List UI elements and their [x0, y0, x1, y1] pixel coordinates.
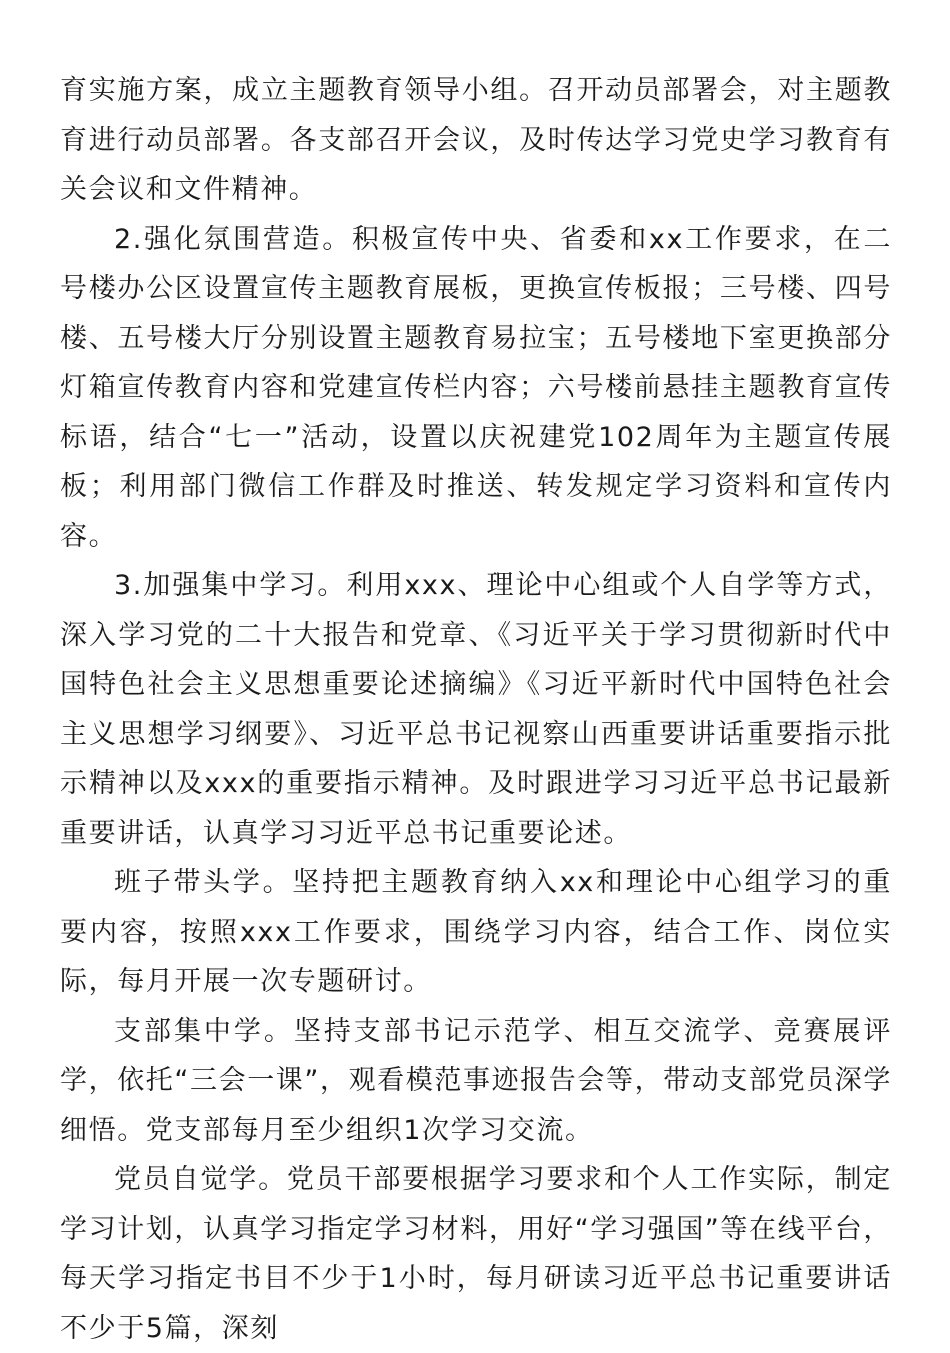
- paragraph-branch-study: 支部集中学。坚持支部书记示范学、相互交流学、竞赛展评学，依托“三会一课”，观看模范事迹报告会等，带动支部党员深学细悟。党支部每月至少组织1次学习交流。: [60, 1015, 892, 1146]
- paragraph-atmosphere: 2.强化氛围营造。积极宣传中央、省委和xx工作要求，在二号楼办公区设置宣传主题教育展板，更换宣传板报；三号楼、四号楼、五号楼大厅分别设置主题教育易拉宝；五号楼地下室更换部分灯箱宣传教育内容和党建宣传栏内容；六号楼前悬挂主题教育宣传标语，结合“七一”活动，设置以庆祝建党102周年为主题宣传展板；利用部门微信工作群及时推送、转发规定学习资料和宣传内容。: [60, 223, 892, 552]
- paragraph-continuation: 育实施方案，成立主题教育领导小组。召开动员部署会，对主题教育进行动员部署。各支部召开会议，及时传达学习党史学习教育有关会议和文件精神。: [60, 75, 892, 205]
- paragraph-leadership-study: 班子带头学。坚持把主题教育纳入xx和理论中心组学习的重要内容，按照xxx工作要求，围绕学习内容，结合工作、岗位实际，每月开展一次专题研讨。: [60, 867, 892, 997]
- paragraph-self-study: 党员自觉学。党员干部要根据学习要求和个人工作实际，制定学习计划，认真学习指定学习材料，用好“学习强国”等在线平台，每天学习指定书目不少于1小时，每月研读习近平总书记重要讲话不少于5篇，深刻: [60, 1164, 892, 1344]
- paragraph-centralized-study: 3.加强集中学习。利用xxx、理论中心组或个人自学等方式，深入学习党的二十大报告和党章、《习近平关于学习贯彻新时代中国特色社会主义思想重要论述摘编》《习近平新时代中国特色社会主义思想学习纲要》、习近平总书记视察山西重要讲话重要指示批示精神以及xxx的重要指示精神。及时跟进学习习近平总书记最新重要讲话，认真学习习近平总书记重要论述。: [60, 570, 892, 849]
